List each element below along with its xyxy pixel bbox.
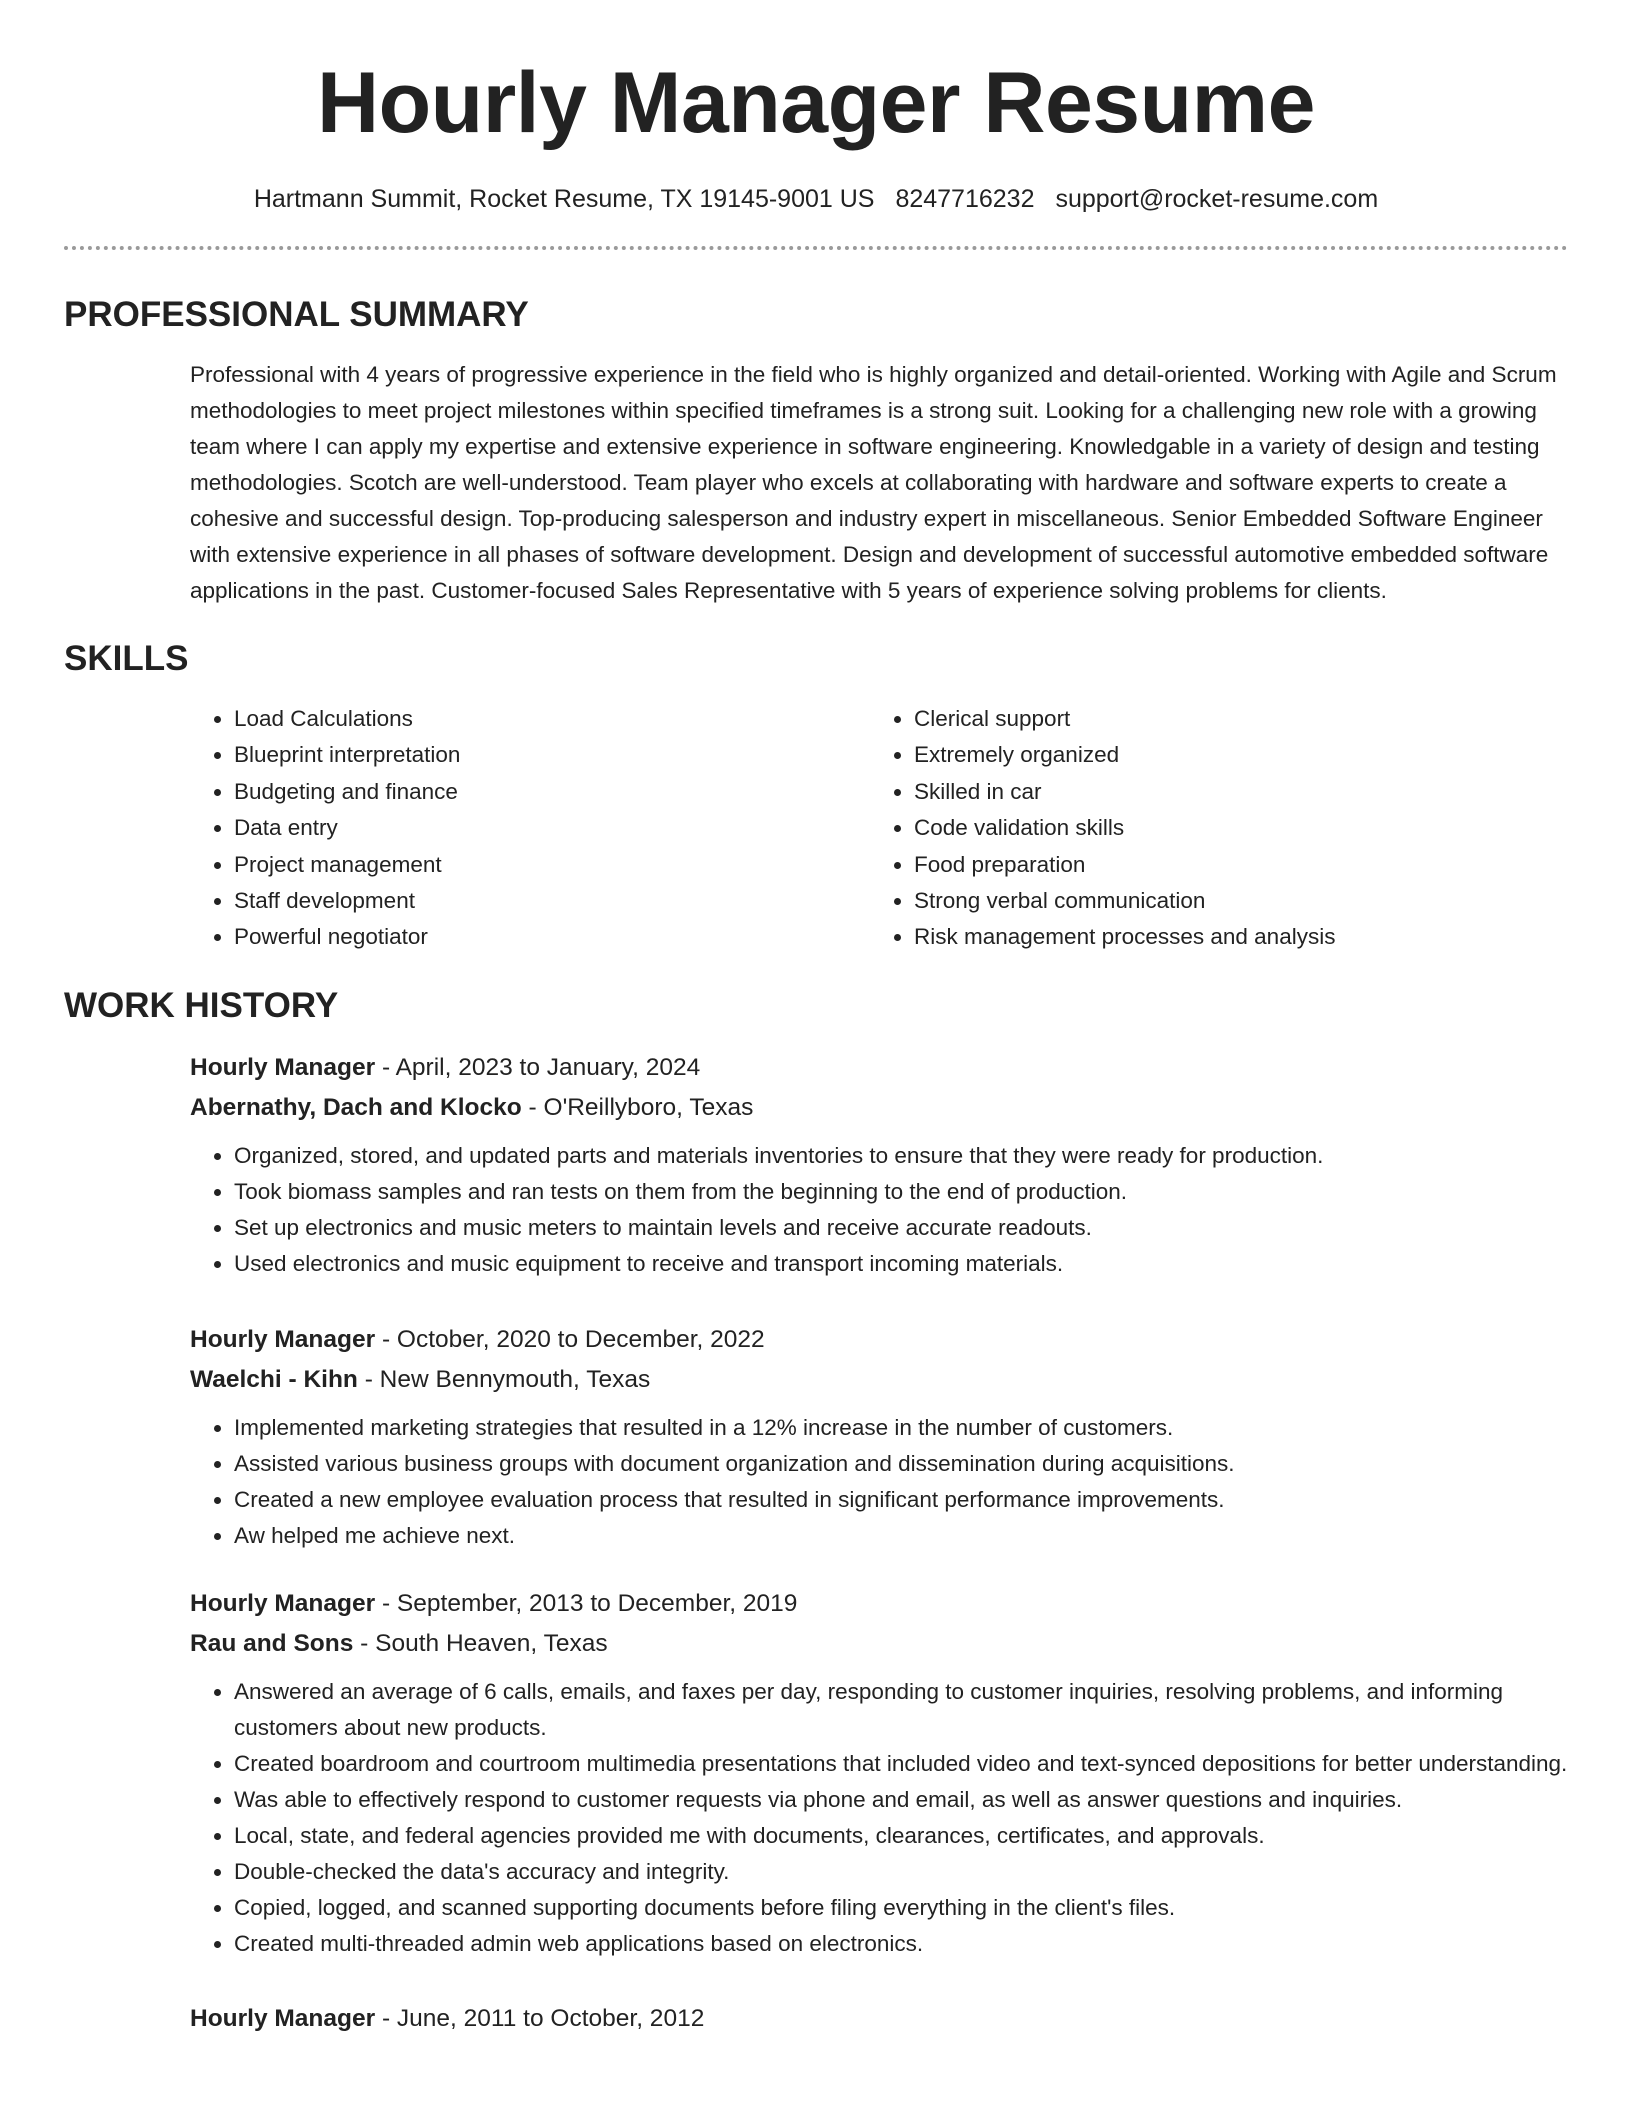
job-bullets bbox=[190, 1138, 1568, 1282]
job-entry bbox=[190, 1584, 1568, 1962]
skill-item: • Food preparation bbox=[914, 847, 1564, 883]
job-bullet: • Created a new employee evaluation process that resulted in significant performance improvements. bbox=[234, 1482, 1568, 1518]
job-bullet: • Created multi-threaded admin web applications based on electronics. bbox=[234, 1926, 1568, 1962]
job-location: - O'Reillyboro, Texas bbox=[521, 1093, 754, 1121]
summary-text: Professional with 4 years of progressive experience in the field who is highly organized and detail-oriented. Working with Agile and Scrum methodologies to meet project milestones within specified timeframes is a strong suit. Looking for a challenging new role with a growing team where I can apply my expertise and extensive experience in software engineering. Knowledgable in a variety of design and testing methodologies. Scotch are well-understood. Team player who excels at collaborating with hardware and software experts to create a cohesive and successful design. Top-producing salesperson and industry expert in miscellaneous. Senior Embedded Software Engineer with extensive experience in all phases of software development. Design and development of successful automotive embedded software applications in the past. Customer-focused Sales Representative with 5 years of experience solving problems for clients. bbox=[190, 362, 1557, 603]
job-location: - South Heaven, Texas bbox=[353, 1629, 608, 1657]
skills-grid bbox=[190, 701, 1568, 956]
header-divider bbox=[64, 246, 1568, 250]
contact-info bbox=[64, 184, 1568, 214]
job-bullet: • Organized, stored, and updated parts and materials inventories to ensure that they were ready for production. bbox=[234, 1138, 1568, 1174]
job-title: Hourly Manager bbox=[190, 1589, 376, 1617]
skill-item: • Powerful negotiator bbox=[234, 919, 870, 955]
skills-heading: SKILLS bbox=[64, 639, 189, 678]
job-title-line bbox=[190, 1584, 1568, 1624]
job-bullet: • Used electronics and music equipment to receive and transport incoming materials. bbox=[234, 1246, 1568, 1282]
job-title-line bbox=[190, 1048, 1568, 1088]
job-title-line bbox=[190, 1320, 1568, 1360]
skill-item: • Project management bbox=[234, 847, 870, 883]
job-bullet: • Took biomass samples and ran tests on them from the beginning to the end of production. bbox=[234, 1174, 1568, 1210]
skill-item: • Blueprint interpretation bbox=[234, 737, 870, 773]
job-bullets bbox=[190, 1674, 1568, 1962]
skill-item: • Code validation skills bbox=[914, 810, 1564, 846]
skill-item: • Skilled in car bbox=[914, 774, 1564, 810]
job-bullets bbox=[190, 1410, 1568, 1554]
job-bullet: • Assisted various business groups with document organization and dissemination during acquisitions. bbox=[234, 1446, 1568, 1482]
contact-address: Hartmann Summit, Rocket Resume, TX 19145-9001 US bbox=[253, 185, 875, 213]
skill-item: • Budgeting and finance bbox=[234, 774, 870, 810]
job-employer-line bbox=[190, 1360, 1568, 1400]
job-dates: - April, 2023 to January, 2024 bbox=[375, 1053, 701, 1081]
job-bullet: • Was able to effectively respond to customer requests via phone and email, as well as answer questions and inquiries. bbox=[234, 1782, 1568, 1818]
job-bullet: • Aw helped me achieve next. bbox=[234, 1518, 1568, 1554]
skill-item: • Risk management processes and analysis bbox=[914, 919, 1564, 955]
job-dates: - October, 2020 to December, 2022 bbox=[375, 1325, 765, 1353]
job-entry bbox=[190, 1048, 1568, 1282]
summary-heading: PROFESSIONAL SUMMARY bbox=[64, 295, 529, 334]
job-bullet: • Copied, logged, and scanned supporting documents before filing everything in the client's files. bbox=[234, 1890, 1568, 1926]
job-bullet: • Set up electronics and music meters to maintain levels and receive accurate readouts. bbox=[234, 1210, 1568, 1246]
job-bullet: • Answered an average of 6 calls, emails, and faxes per day, responding to customer inquiries, resolving problems, and informing customers about new products. bbox=[234, 1674, 1568, 1746]
skill-item: • Staff development bbox=[234, 883, 870, 919]
job-bullet: • Created boardroom and courtroom multimedia presentations that included video and text-synced depositions for better understanding. bbox=[234, 1746, 1568, 1782]
skill-item: • Data entry bbox=[234, 810, 870, 846]
job-location: - New Bennymouth, Texas bbox=[357, 1365, 651, 1393]
skill-item: • Extremely organized bbox=[914, 737, 1564, 773]
skills-list-right bbox=[870, 701, 1564, 956]
skill-item: • Load Calculations bbox=[234, 701, 870, 737]
job-bullet: • Local, state, and federal agencies provided me with documents, clearances, certificates, and approvals. bbox=[234, 1818, 1568, 1854]
skills-list-left bbox=[190, 701, 870, 956]
skill-item: • Clerical support bbox=[914, 701, 1564, 737]
contact-email: support@rocket-resume.com bbox=[1055, 185, 1379, 213]
job-entry bbox=[190, 1320, 1568, 1554]
job-company: Rau and Sons bbox=[190, 1629, 354, 1657]
work-history-heading: WORK HISTORY bbox=[64, 985, 339, 1025]
job-employer-line bbox=[190, 1088, 1568, 1128]
job-company: Abernathy, Dach and Klocko bbox=[190, 1093, 522, 1121]
job-company: Waelchi - Kihn bbox=[190, 1365, 358, 1393]
resume-title: Hourly Manager Resume bbox=[317, 55, 1315, 151]
job-title: Hourly Manager bbox=[190, 1325, 376, 1353]
job-title: Hourly Manager bbox=[190, 1053, 376, 1081]
job-bullet: • Implemented marketing strategies that resulted in a 12% increase in the number of customers. bbox=[234, 1410, 1568, 1446]
job-dates: - June, 2011 to October, 2012 bbox=[375, 2004, 705, 2032]
job-employer-line bbox=[190, 1624, 1568, 1664]
resume-page bbox=[64, 0, 1568, 2039]
job-title: Hourly Manager bbox=[190, 2004, 376, 2032]
contact-phone: 8247716232 bbox=[895, 185, 1035, 213]
job-dates: - September, 2013 to December, 2019 bbox=[375, 1589, 798, 1617]
job-entry bbox=[190, 1999, 1568, 2039]
job-bullet: • Double-checked the data's accuracy and integrity. bbox=[234, 1854, 1568, 1890]
skill-item: • Strong verbal communication bbox=[914, 883, 1564, 919]
job-title-line bbox=[190, 1999, 1568, 2039]
